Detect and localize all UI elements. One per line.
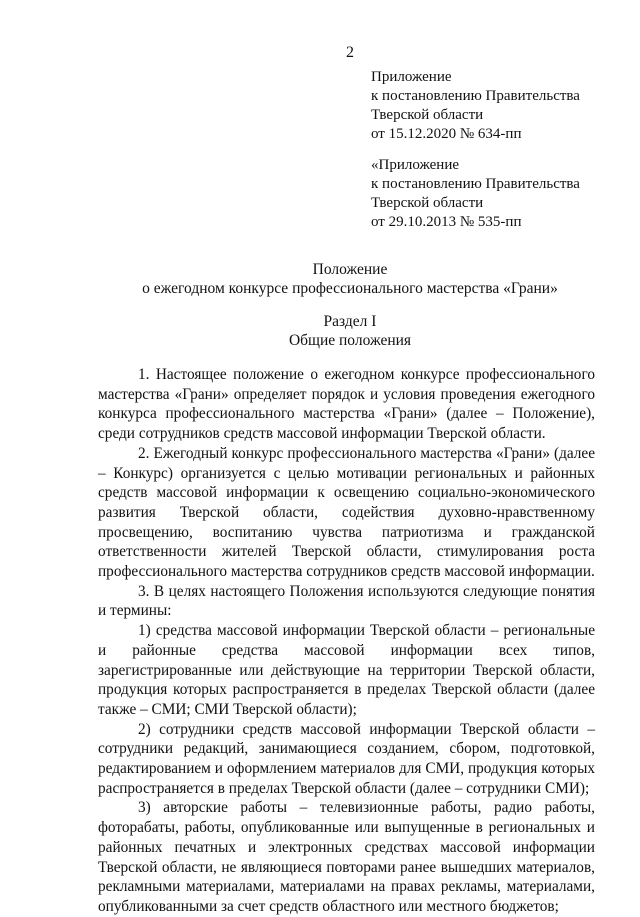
appendix-line: к постановлению Правительства (371, 176, 580, 192)
appendix-header-original (371, 156, 580, 232)
paragraph: 3) авторские работы – телевизионные работы, радио работы, фоторабаты, работы, опубликованные или выпущенные в региональных и районных печатных и электронных средствах массовой информации Тверской области, не являющиеся повторами ранее вышедших материалов, рекламными материалами, материалами на правах рекламы, материалами, опубликованными за счет средств областного или местного бюджетов; (98, 799, 595, 915)
document-subtitle-line: о ежегодном конкурсе профессионального мастерства «Грани» (142, 280, 558, 297)
appendix-line: к постановлению Правительства (371, 88, 580, 104)
document-title-line: Положение (312, 261, 388, 278)
section-number: Раздел I (323, 313, 377, 330)
appendix-line: Тверской области (371, 107, 484, 123)
document-title (60, 260, 640, 298)
paragraph: 3. В целях настоящего Положения используются следующие понятия и термины: (98, 582, 595, 620)
section-title: Общие положения (288, 332, 412, 349)
section-heading (60, 312, 640, 350)
document-body (98, 365, 595, 917)
paragraph: 2) сотрудники средств массовой информации Тверской области – сотрудники редакций, занимающиеся созданием, сбором, подготовкой, редактированием и оформлением материалов для СМИ, продукция которых распространяется в пределах Тверской области (далее – сотрудники СМИ); (98, 720, 595, 797)
appendix-line: от 29.10.2013 № 535-пп (371, 214, 522, 230)
appendix-line: Приложение (371, 69, 452, 85)
page-number: 2 (346, 44, 354, 61)
appendix-header-current (371, 68, 580, 144)
appendix-line: от 15.12.2020 № 634-пп (371, 126, 522, 142)
appendix-line: «Приложение (371, 157, 460, 173)
paragraph: 1. Настоящее положение о ежегодном конкурсе профессионального мастерства «Грани» определяет порядок и условия проведения ежегодного конкурса профессионального мастерства «Грани» (далее – Положение), среди сотрудников средств массовой информации Тверской области. (98, 366, 595, 443)
paragraph: 1) средства массовой информации Тверской области – региональные и районные средства массовой информации всех типов, зарегистрированные или действующие на территории Тверской области, продукция которых распространяется в пределах Тверской области (далее также – СМИ; СМИ Тверской области); (98, 622, 595, 718)
paragraph: 2. Ежегодный конкурс профессионального мастерства «Грани» (далее – Конкурс) организуется с целью мотивации региональных и районных средств массовой информации к освещению социально-экономического развития Тверской области, содействия духовно-нравственному просвещению, воспитанию чувства патриотизма и гражданской ответственности жителей Тверской области, стимулирования роста профессионального мастерства сотрудников средств массовой информации. (98, 444, 595, 581)
appendix-line: Тверской области (371, 195, 484, 211)
